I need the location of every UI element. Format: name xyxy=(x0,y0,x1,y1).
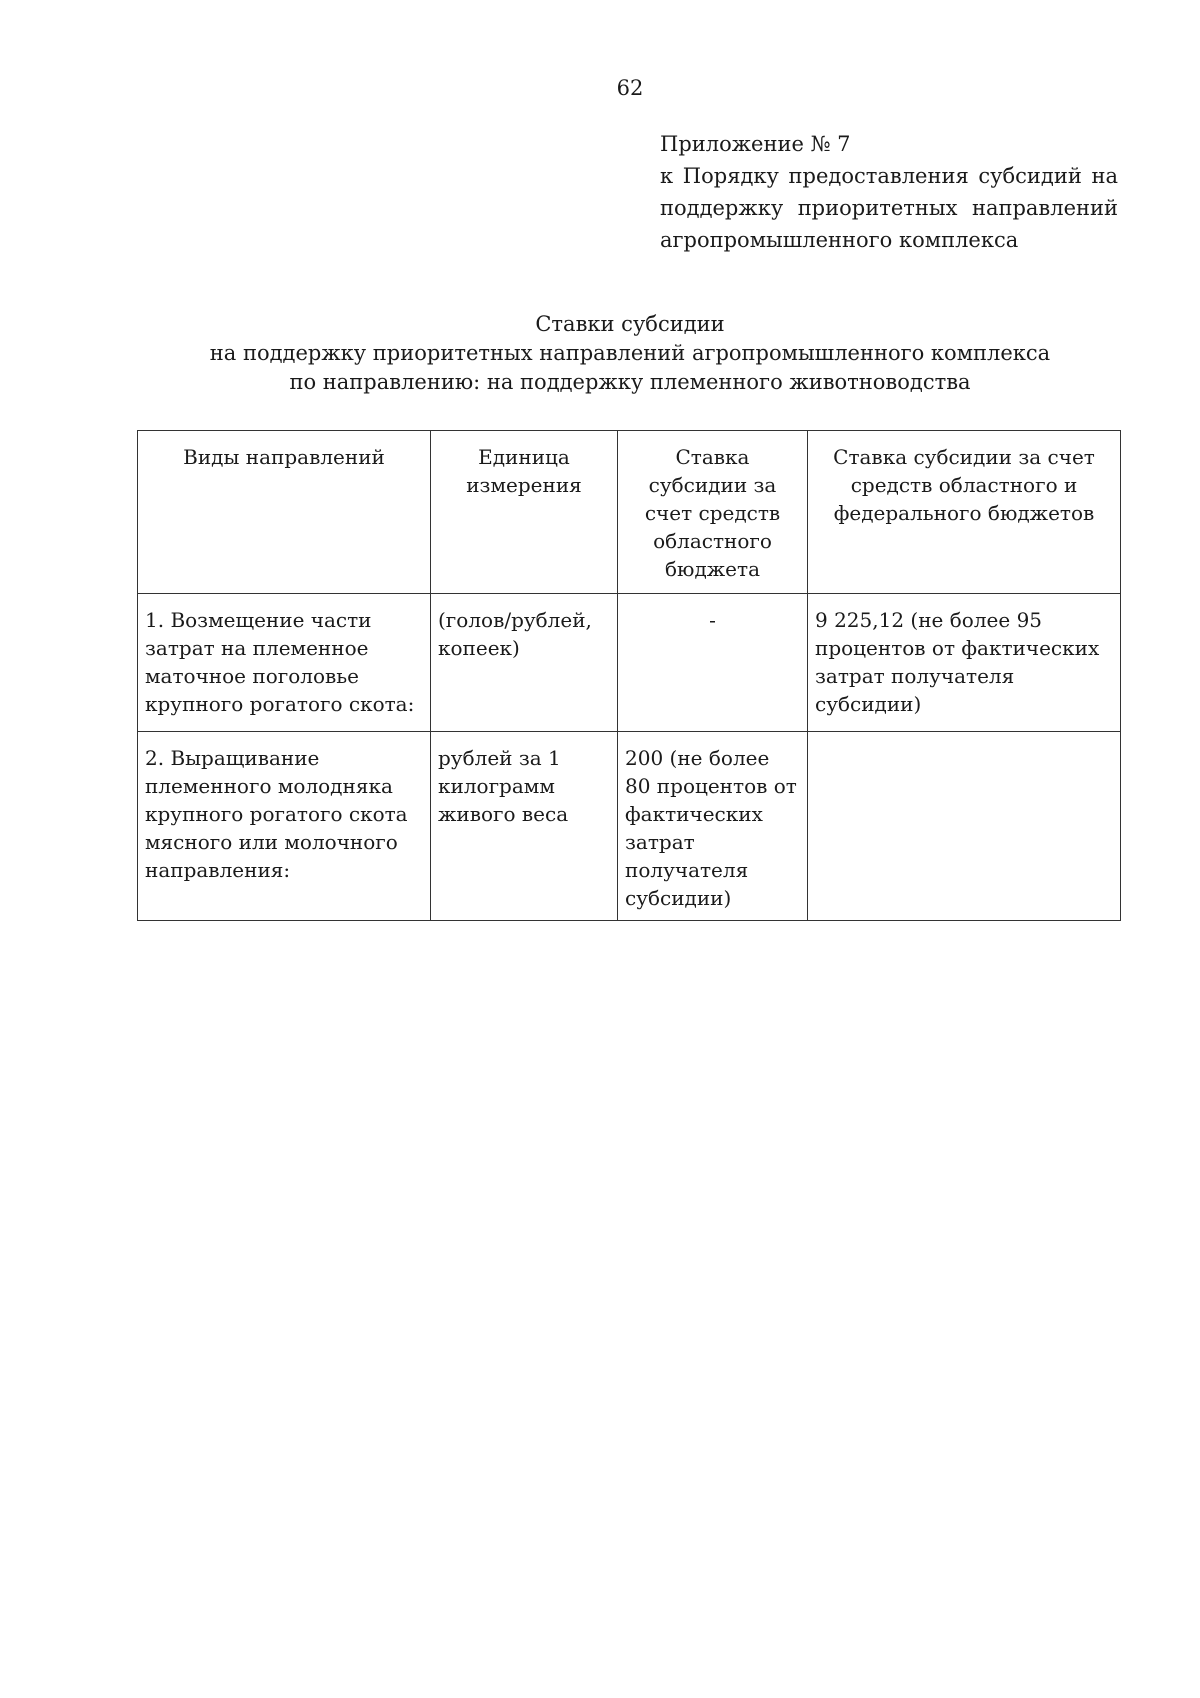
heading-line-3: по направлению: на поддержку племенного животноводства xyxy=(289,370,971,394)
heading-line-1: Ставки субсидии xyxy=(535,312,725,336)
cell-regional-rate: 200 (не более 80 процентов от фактических затрат получателя субсидии) xyxy=(618,732,808,921)
appendix-line-1: к Порядку предоставления субсидий на xyxy=(660,164,1118,188)
header-cell-type: Виды направлений xyxy=(138,431,431,594)
appendix-line-2: поддержку приоритетных направлений xyxy=(660,196,1118,220)
cell-federal-rate xyxy=(808,732,1121,921)
subsidy-rates-table xyxy=(137,430,1121,921)
cell-unit: рублей за 1 килограмм живого веса xyxy=(431,732,618,921)
cell-federal-rate: 9 225,12 (не более 95 процентов от фактических затрат получателя субсидии) xyxy=(808,594,1121,732)
appendix-line-3: агропромышленного комплекса xyxy=(660,228,1019,252)
header-cell-regional-rate: Ставка субсидии за счет средств областного бюджета xyxy=(618,431,808,594)
heading-line-2: на поддержку приоритетных направлений агропромышленного комплекса xyxy=(209,341,1051,365)
header-cell-federal-rate: Ставка субсидии за счет средств областного и федерального бюджетов xyxy=(808,431,1121,594)
table-row xyxy=(138,732,1121,921)
cell-regional-rate: - xyxy=(618,594,808,732)
table-header-row xyxy=(138,431,1121,594)
header-cell-unit: Единица измерения xyxy=(431,431,618,594)
appendix-title: Приложение № 7 xyxy=(660,132,851,156)
page-number: 62 xyxy=(616,76,644,100)
cell-unit: (голов/рублей, копеек) xyxy=(431,594,618,732)
document-heading xyxy=(0,310,1200,397)
cell-type: 1. Возмещение части затрат на племенное маточное поголовье крупного рогатого скота: xyxy=(138,594,431,732)
appendix-note xyxy=(660,128,1118,256)
table-row xyxy=(138,594,1121,732)
cell-type: 2. Выращивание племенного молодняка крупного рогатого скота мясного или молочного направления: xyxy=(138,732,431,921)
